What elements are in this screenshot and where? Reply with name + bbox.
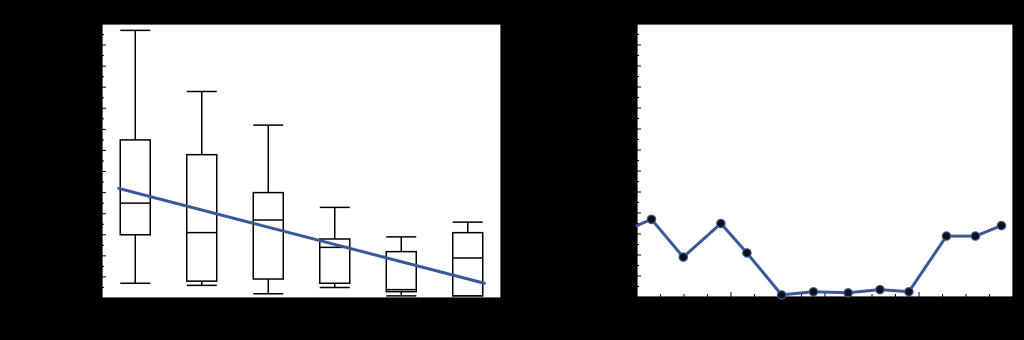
line-plot-panel [637, 24, 1013, 299]
data-point [905, 288, 913, 296]
data-point [679, 253, 687, 261]
data-point [647, 215, 655, 223]
plot-area [637, 24, 1013, 297]
data-point [809, 288, 817, 296]
data-point [971, 232, 979, 240]
data-point [844, 289, 852, 297]
data-point [942, 232, 950, 240]
data-point [743, 249, 751, 257]
data-point [997, 221, 1005, 229]
plot-area [102, 24, 501, 298]
data-point [876, 285, 884, 293]
box-plot-panel [102, 24, 501, 298]
data-point [717, 219, 725, 227]
data-point [777, 291, 785, 299]
